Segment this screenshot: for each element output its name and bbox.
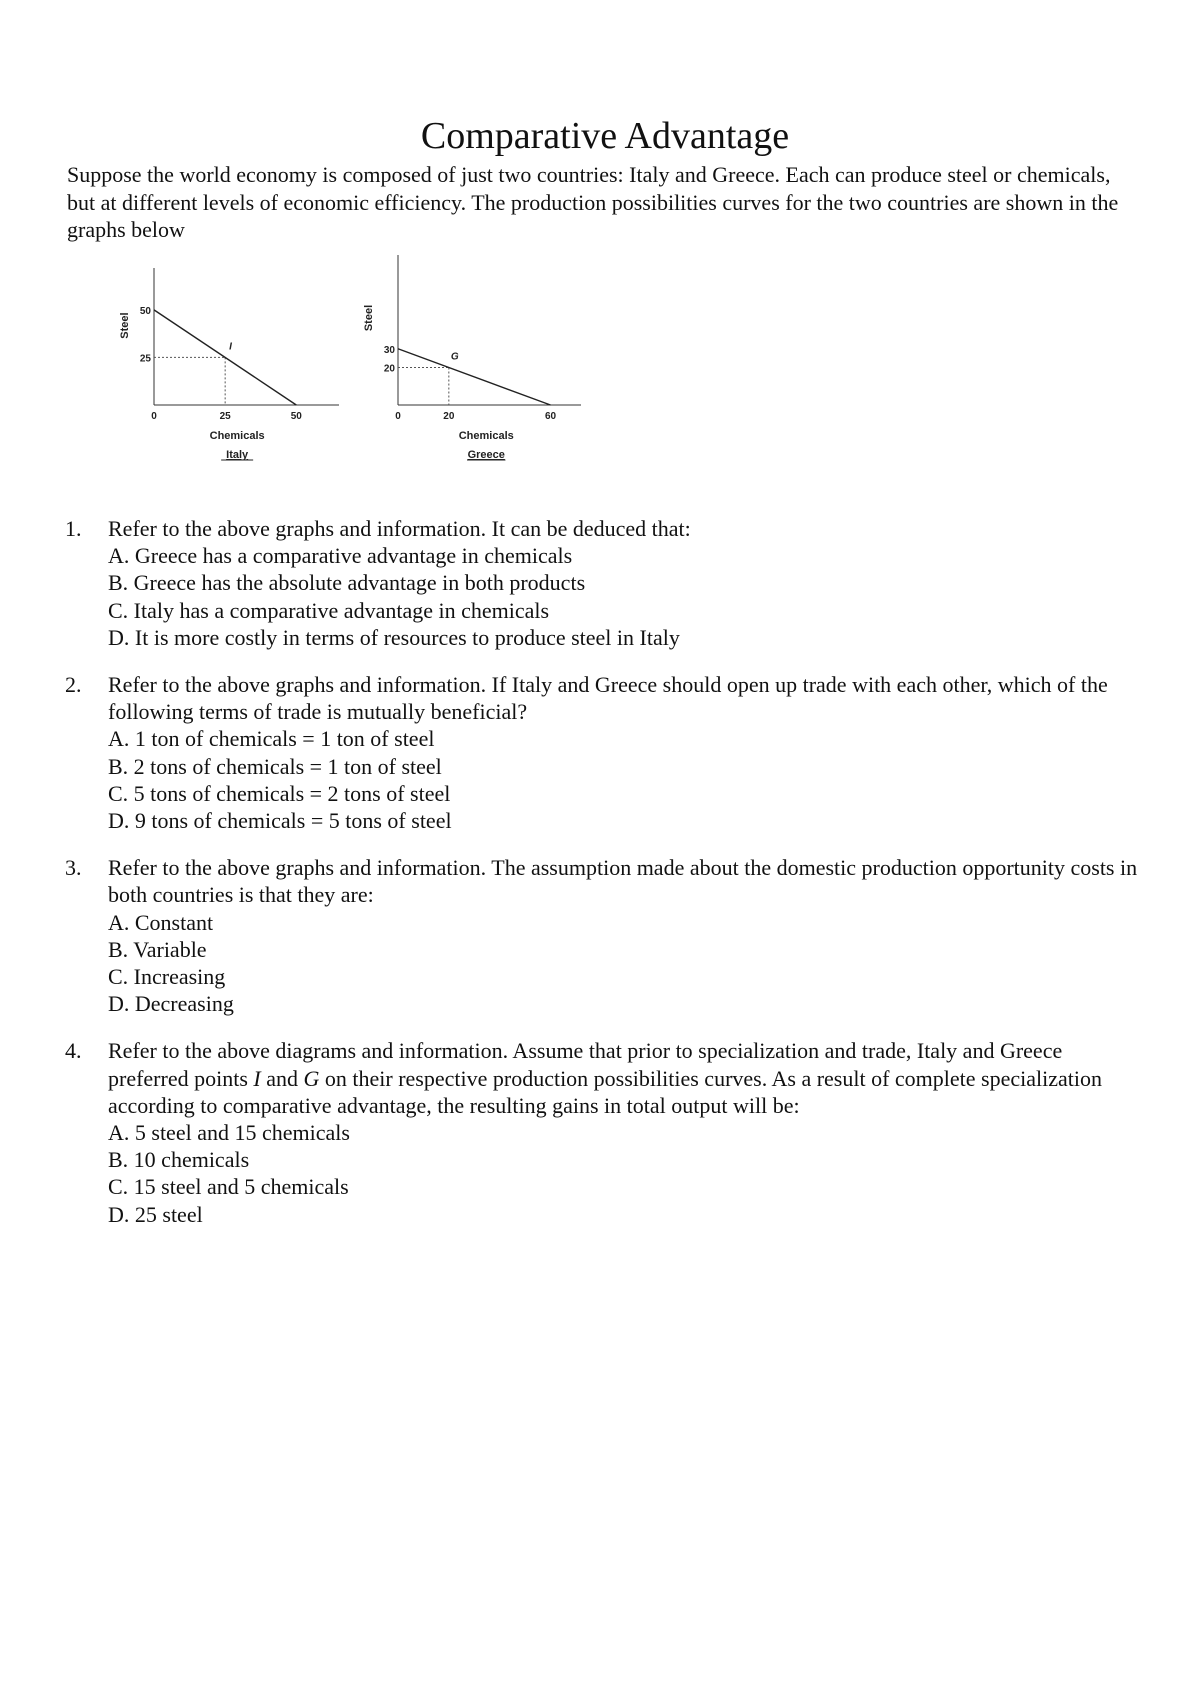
answer-option: C. Increasing (108, 964, 226, 990)
question-number: 3. (65, 855, 82, 881)
stem-text: on their respective production possibilities curves. As a result of complete specialization according to comparative advantage, the resulting gains in total output will be: (108, 1065, 1102, 1118)
page-title: Comparative Advantage (420, 115, 790, 157)
answer-option: B. 10 chemicals (108, 1147, 250, 1173)
stem-text: Refer to the above diagrams and information. Assume that prior to specialization and trade, Italy and Greece preferred points (108, 1038, 1063, 1091)
answer-option: D. It is more costly in terms of resources to produce steel in Italy (108, 624, 680, 650)
x-axis-label: Chemicals (458, 430, 514, 442)
question-list (65, 515, 1145, 1248)
stem-text: and (260, 1065, 304, 1091)
answer-option: C. 15 steel and 5 chemicals (108, 1174, 349, 1200)
question-number: 2. (65, 672, 82, 698)
y-axis-label: Steel (363, 304, 375, 332)
question-4 (65, 1037, 1145, 1227)
ppc-figure (108, 252, 582, 480)
x-axis-label: Chemicals (209, 430, 265, 442)
y-tick-label: 20 (383, 363, 395, 375)
question-3 (65, 854, 1145, 1017)
y-tick-label: 25 (139, 353, 151, 365)
y-tick-label: 30 (383, 344, 395, 356)
intro-paragraph: Suppose the world economy is composed of just two countries: Italy and Greece. Each can produce steel or chemicals, but at different levels of economic efficiency. The production possibilities curves for the two countries are shown in the graphs below (67, 162, 1119, 242)
answer-option: A. 5 steel and 15 chemicals (108, 1120, 350, 1146)
x-tick-label: 25 (219, 411, 231, 422)
point-g-label: G (303, 1065, 320, 1091)
country-caption: Greece (467, 449, 505, 461)
answer-option: D. Decreasing (108, 991, 234, 1017)
question-stem: Refer to the above graphs and information. If Italy and Greece should open up trade with each other, which of the following terms of trade is mutually beneficial? (108, 672, 1108, 725)
ppc-graphs (108, 252, 582, 480)
point-label: I (229, 341, 232, 353)
answer-option: D. 9 tons of chemicals = 5 tons of steel (108, 808, 452, 834)
x-tick-label: 0 (151, 411, 157, 422)
country-caption: Italy (226, 449, 249, 461)
point-i-label: I (253, 1065, 261, 1091)
answer-option: A. Constant (108, 909, 214, 935)
question-stem: Refer to the above graphs and information. It can be deduced that: (108, 516, 691, 541)
point-label: G (450, 351, 459, 363)
answer-option: C. Italy has a comparative advantage in chemicals (108, 597, 550, 623)
question-number: 4. (65, 1038, 82, 1064)
x-tick-label: 50 (290, 411, 302, 422)
x-tick-label: 60 (544, 411, 557, 422)
question-2 (65, 671, 1145, 834)
question-1 (65, 515, 1145, 651)
answer-option: B. Greece has the absolute advantage in both products (108, 570, 586, 596)
answer-option: A. Greece has a comparative advantage in chemicals (108, 543, 573, 569)
answer-option: B. 2 tons of chemicals = 1 ton of steel (108, 753, 442, 779)
question-stem (108, 1037, 1145, 1119)
answer-option: C. 5 tons of chemicals = 2 tons of steel (108, 780, 451, 806)
y-tick-label: 50 (139, 305, 151, 317)
answer-option: A. 1 ton of chemicals = 1 ton of steel (108, 726, 435, 752)
x-tick-label: 20 (443, 411, 455, 422)
y-axis-label: Steel (119, 312, 131, 339)
question-number: 1. (65, 516, 82, 541)
answer-option: B. Variable (108, 936, 207, 962)
question-stem: Refer to the above graphs and information. The assumption made about the domestic production opportunity costs in both countries is that they are: (108, 855, 1138, 908)
answer-option: D. 25 steel (108, 1201, 203, 1227)
x-tick-label: 0 (395, 411, 401, 422)
